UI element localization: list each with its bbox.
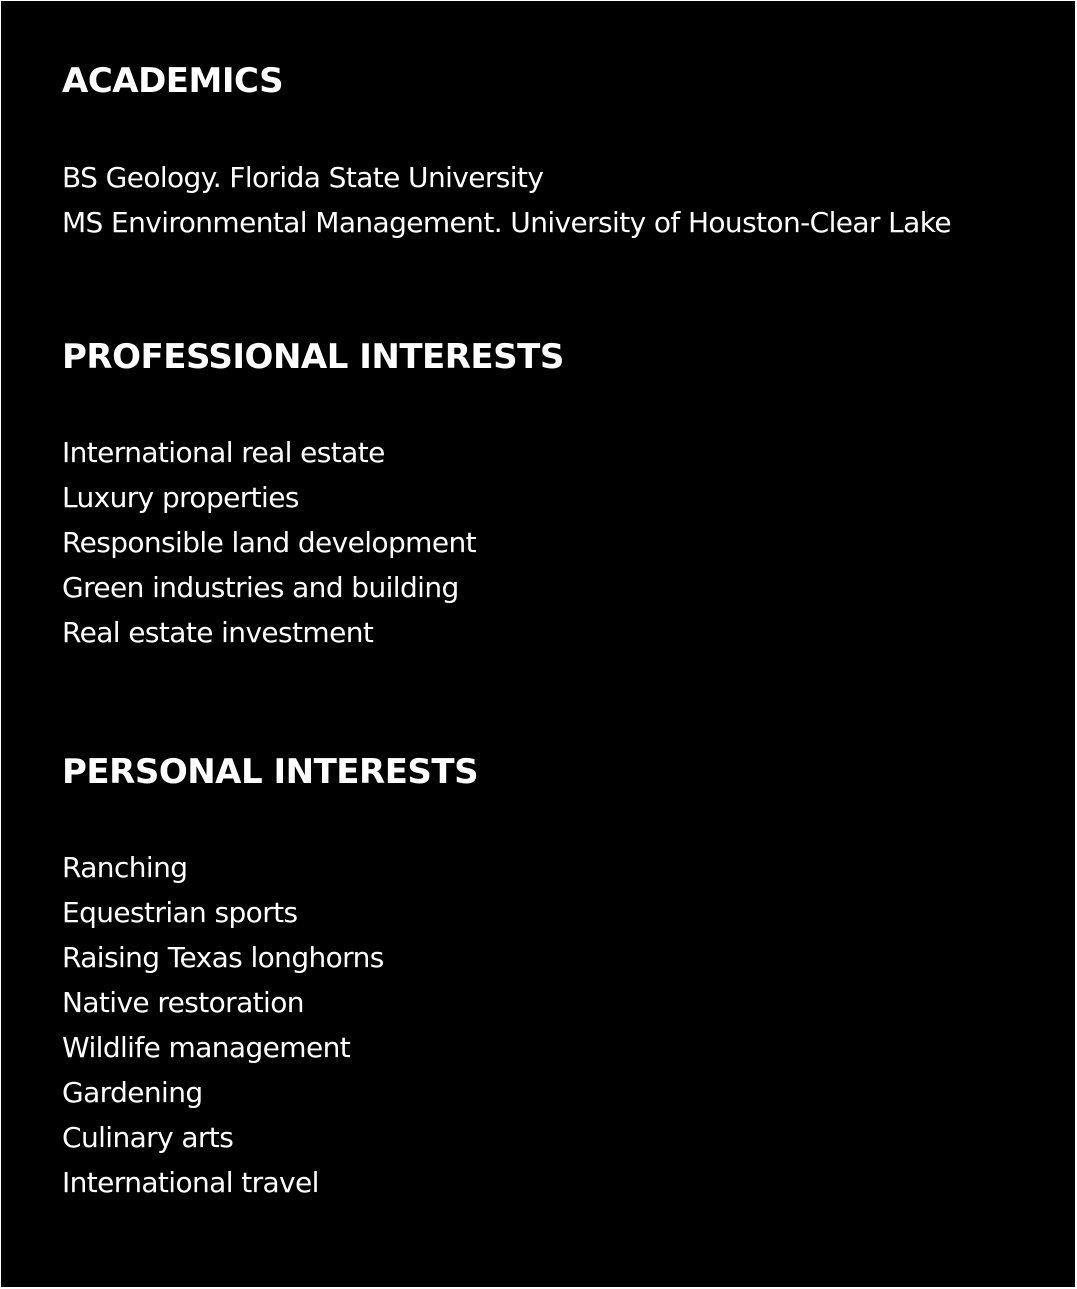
- professional-interests-list: [62, 430, 1022, 655]
- info-panel: [1, 1, 1075, 1287]
- academics-item: MS Environmental Management. University of Houston-Clear Lake: [62, 206, 951, 239]
- academics-section: [62, 59, 1022, 245]
- professional-interests-section: [62, 335, 1022, 655]
- professional-interest-item: International real estate: [62, 436, 385, 469]
- professional-interest-item: Responsible land development: [62, 526, 476, 559]
- professional-interest-item: Real estate investment: [62, 616, 374, 649]
- personal-interests-section: [62, 750, 1022, 1205]
- professional-interest-item: Luxury properties: [62, 481, 299, 514]
- professional-interest-item: Green industries and building: [62, 571, 459, 604]
- academics-item: BS Geology. Florida State University: [62, 161, 544, 194]
- personal-interest-item: International travel: [62, 1166, 319, 1199]
- professional-interests-heading: PROFESSIONAL INTERESTS: [62, 337, 564, 377]
- personal-interest-item: Culinary arts: [62, 1121, 234, 1154]
- panel-content: [62, 59, 1022, 1205]
- personal-interest-item: Wildlife management: [62, 1031, 351, 1064]
- personal-interest-item: Raising Texas longhorns: [62, 941, 384, 974]
- personal-interests-list: [62, 845, 1022, 1205]
- academics-heading: ACADEMICS: [62, 61, 284, 101]
- personal-interests-heading: PERSONAL INTERESTS: [62, 752, 479, 792]
- academics-list: [62, 155, 1022, 245]
- personal-interest-item: Equestrian sports: [62, 896, 298, 929]
- personal-interest-item: Ranching: [62, 851, 188, 884]
- personal-interest-item: Native restoration: [62, 986, 304, 1019]
- personal-interest-item: Gardening: [62, 1076, 203, 1109]
